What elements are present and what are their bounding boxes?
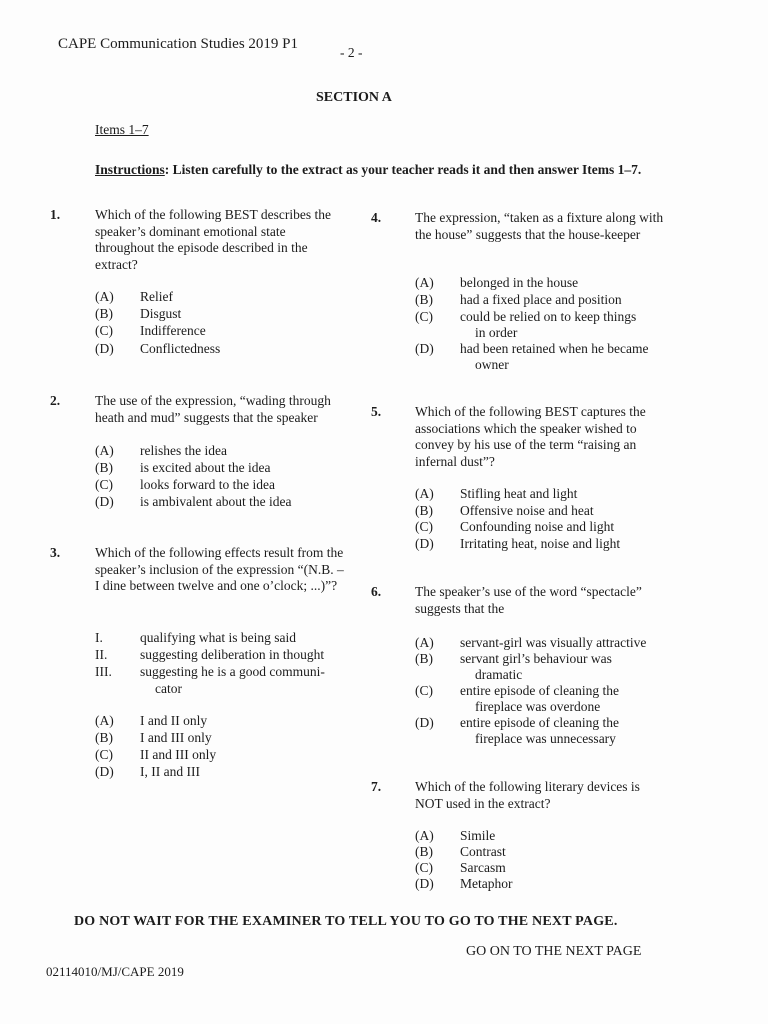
- instructions: [95, 162, 695, 178]
- option: [95, 289, 173, 305]
- option: [415, 876, 512, 892]
- option: [415, 503, 594, 519]
- question-number: 2.: [50, 393, 61, 408]
- option-label: (B): [415, 292, 433, 307]
- option-label: (C): [415, 309, 433, 324]
- option: [415, 309, 636, 325]
- option: [95, 494, 291, 510]
- option-text: Confounding noise and light: [460, 519, 615, 534]
- question-number: 5.: [371, 404, 382, 419]
- option-label: (C): [415, 683, 433, 698]
- option-text: I and III only: [140, 730, 212, 745]
- option-text: Simile: [460, 828, 496, 843]
- option-text: Conflictedness: [140, 341, 221, 356]
- statement-text: suggesting deliberation in thought: [140, 647, 325, 662]
- statement-label: I.: [95, 630, 103, 645]
- option: [415, 651, 612, 667]
- option: [415, 683, 619, 699]
- option-label: (C): [95, 477, 113, 492]
- question-number: 7.: [371, 779, 382, 794]
- option-label: (D): [95, 494, 114, 509]
- footer-code: 02114010/MJ/CAPE 2019: [46, 964, 184, 979]
- option: [95, 730, 212, 746]
- option-text: Offensive noise and heat: [460, 503, 594, 518]
- option-text: servant girl’s behaviour was: [460, 651, 612, 666]
- option: [415, 292, 622, 308]
- option-label: (B): [95, 306, 113, 321]
- option-text: servant-girl was visually attractive: [460, 635, 647, 650]
- option-label: (A): [415, 275, 434, 290]
- page-number: - 2 -: [340, 45, 363, 60]
- footer-go-on: GO ON TO THE NEXT PAGE: [466, 944, 642, 959]
- option-label: (D): [415, 715, 434, 730]
- items-label: Items 1–7: [95, 122, 149, 137]
- section-title: SECTION A: [316, 90, 392, 105]
- option-label: (A): [95, 289, 114, 304]
- option-text: had a fixed place and position: [460, 292, 622, 307]
- option-label: (D): [415, 876, 434, 891]
- option: [95, 713, 207, 729]
- option-label: (D): [95, 341, 114, 356]
- option: [95, 306, 181, 322]
- option-continuation: owner: [475, 357, 509, 372]
- option-continuation: dramatic: [475, 667, 523, 682]
- option: [95, 443, 227, 459]
- option-label: (A): [415, 486, 434, 501]
- option: [415, 486, 577, 502]
- statement-continuation: cator: [155, 681, 182, 696]
- option-continuation: in order: [475, 325, 518, 340]
- option-text: entire episode of cleaning the: [460, 715, 619, 730]
- option: [415, 844, 506, 860]
- statement: [95, 647, 324, 663]
- option-label: (D): [95, 764, 114, 779]
- option: [95, 764, 200, 780]
- option: [415, 715, 619, 731]
- question-stem: The use of the expression, “wading through heath and mud” suggests that the speaker: [95, 393, 331, 425]
- question-number: 4.: [371, 210, 382, 225]
- question-stem: Which of the following BEST describes the speaker’s dominant emotional state throughout the episode described in the extract?: [95, 207, 331, 272]
- option-text: had been retained when he became: [460, 341, 649, 356]
- option-text: relishes the idea: [140, 443, 227, 458]
- option-text: Sarcasm: [460, 860, 506, 875]
- option-label: (B): [95, 730, 113, 745]
- option-label: (D): [415, 536, 434, 551]
- option-label: (C): [95, 323, 113, 338]
- option-label: (C): [95, 747, 113, 762]
- option: [415, 828, 495, 844]
- question-stem: The expression, “taken as a fixture along with the house” suggests that the house-keeper: [415, 210, 664, 242]
- question-number: 3.: [50, 545, 61, 560]
- option-label: (A): [415, 828, 434, 843]
- option-text: is ambivalent about the idea: [140, 494, 292, 509]
- option-label: (B): [415, 651, 433, 666]
- option-label: (B): [415, 503, 433, 518]
- option: [415, 341, 649, 357]
- statement: [95, 664, 325, 680]
- option: [95, 477, 275, 493]
- option-label: (C): [415, 860, 433, 875]
- option: [415, 275, 578, 291]
- option-label: (A): [415, 635, 434, 650]
- statement-text: suggesting he is a good communi-: [140, 664, 325, 679]
- question-number: 6.: [371, 584, 382, 599]
- option: [95, 747, 216, 763]
- document-header-title: CAPE Communication Studies 2019 P1: [58, 36, 299, 52]
- statement-label: II.: [95, 647, 108, 662]
- option-text: belonged in the house: [460, 275, 579, 290]
- option: [415, 536, 620, 552]
- option-text: Contrast: [460, 844, 506, 859]
- instructions-label: Instructions: [95, 162, 165, 177]
- option: [95, 460, 270, 476]
- question-stem: Which of the following BEST captures the associations which the speaker wished to convey by his use of the term “raising an infernal dust”?: [415, 404, 646, 469]
- option: [415, 860, 506, 876]
- option-text: I, II and III: [140, 764, 200, 779]
- option-text: looks forward to the idea: [140, 477, 275, 492]
- option-text: Indifference: [140, 323, 206, 338]
- option: [95, 323, 206, 339]
- option-label: (B): [415, 844, 433, 859]
- option-text: entire episode of cleaning the: [460, 683, 619, 698]
- option-label: (A): [95, 713, 114, 728]
- option-label: (B): [95, 460, 113, 475]
- option-text: Metaphor: [460, 876, 513, 891]
- option-label: (A): [95, 443, 114, 458]
- option-text: Irritating heat, noise and light: [460, 536, 621, 551]
- option: [415, 635, 646, 651]
- option-text: Stifling heat and light: [460, 486, 578, 501]
- option-text: could be relied on to keep things: [460, 309, 637, 324]
- option-label: (D): [415, 341, 434, 356]
- question-stem: The speaker’s use of the word “spectacle” suggests that the: [415, 584, 642, 616]
- statement: [95, 630, 296, 646]
- instructions-text: : Listen carefully to the extract as your teacher reads it and then answer Items 1–7.: [164, 162, 642, 177]
- option-text: is excited about the idea: [140, 460, 271, 475]
- option: [415, 519, 614, 535]
- statement-label: III.: [95, 664, 112, 679]
- option-text: I and II only: [140, 713, 208, 728]
- statement-text: qualifying what is being said: [140, 630, 296, 645]
- question-stem: Which of the following effects result from the speaker’s inclusion of the expression “(N.B. – I dine between twelve and one o’clock; ...)”?: [95, 545, 344, 593]
- option-text: Disgust: [140, 306, 182, 321]
- footer-warning: DO NOT WAIT FOR THE EXAMINER TO TELL YOU TO GO TO THE NEXT PAGE.: [74, 914, 618, 929]
- option-label: (C): [415, 519, 433, 534]
- option-continuation: fireplace was unnecessary: [475, 731, 616, 746]
- option-text: II and III only: [140, 747, 217, 762]
- option-continuation: fireplace was overdone: [475, 699, 601, 714]
- option-text: Relief: [140, 289, 173, 304]
- question-stem: Which of the following literary devices is NOT used in the extract?: [415, 779, 640, 811]
- question-number: 1.: [50, 207, 61, 222]
- option: [95, 341, 220, 357]
